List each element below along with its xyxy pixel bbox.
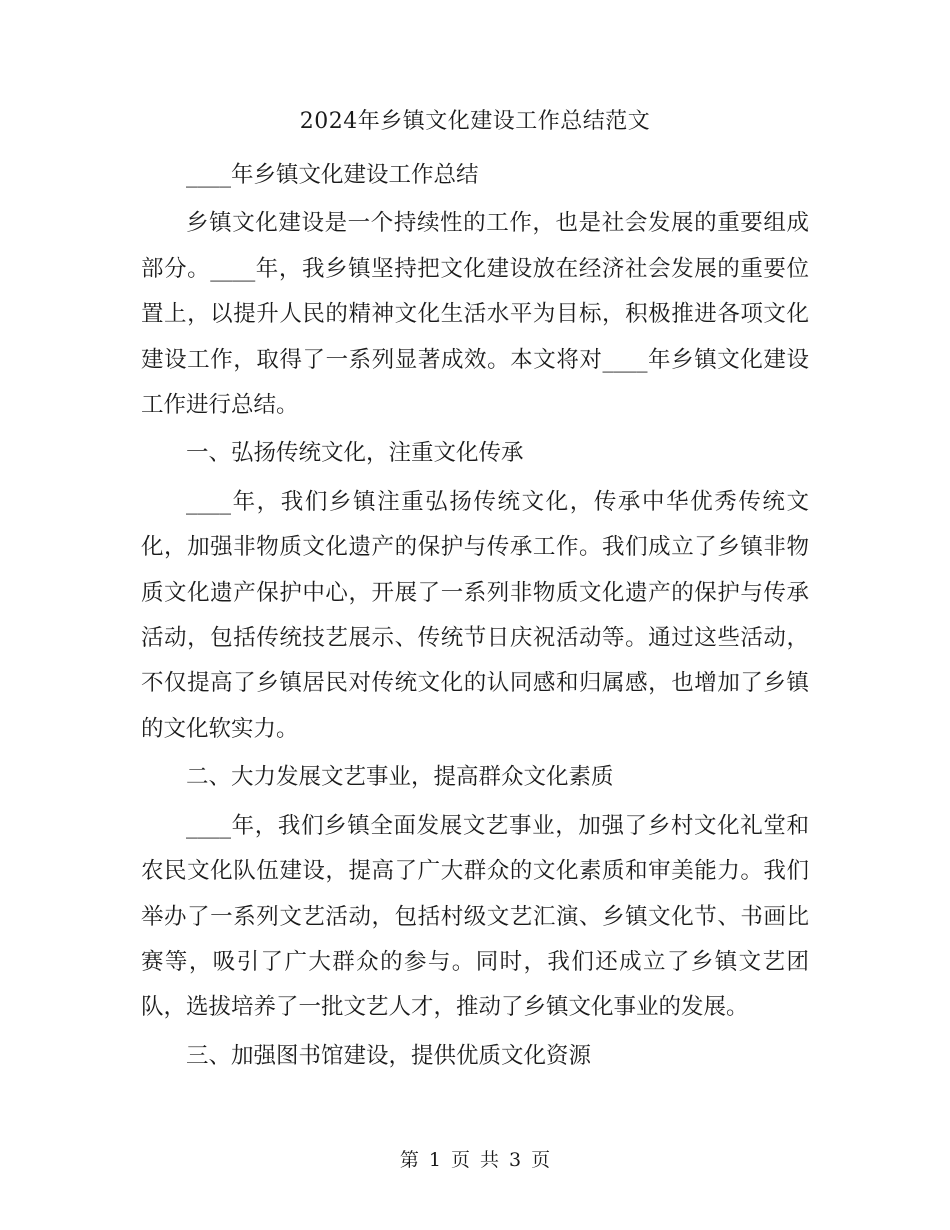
page-number-footer: 第 1 页 共 3 页 [399, 1149, 551, 1171]
section-heading-1: 一、弘扬传统文化，注重文化传承 [186, 440, 524, 467]
section-heading-2: 二、大力发展文艺事业，提高群众文化素质 [186, 764, 614, 791]
document-subtitle: ____年乡镇文化建设工作总结 [186, 162, 479, 188]
intro-paragraph: 乡镇文化建设是一个持续性的工作，也是社会发展的重要组成部分。____年，我乡镇坚持把文化建设放在经济社会发展的重要位置上，以提升人民的精神文化生活水平为目标，积极推进各项文化建设工作，取得了一系列显著成效。本文将对____年乡镇文化建设工作进行总结。 [141, 210, 809, 419]
section-paragraph-2: ____年，我们乡镇全面发展文艺事业，加强了乡村文化礼堂和农民文化队伍建设，提高了广大群众的文化素质和审美能力。我们举办了一系列文艺活动，包括村级文艺汇演、乡镇文化节、书画比赛等，吸引了广大群众的参与。同时，我们还成立了乡镇文艺团队，选拔培养了一批文艺人才，推动了乡镇文化事业的发展。 [141, 812, 809, 1021]
section-paragraph-1: ____年，我们乡镇注重弘扬传统文化，传承中华优秀传统文化，加强非物质文化遗产的保护与传承工作。我们成立了乡镇非物质文化遗产保护中心，开展了一系列非物质文化遗产的保护与传承活动，包括传统技艺展示、传统节日庆祝活动等。通过这些活动，不仅提高了乡镇居民对传统文化的认同感和归属感，也增加了乡镇的文化软实力。 [141, 488, 809, 742]
document-title: 2024年乡镇文化建设工作总结范文 [299, 109, 651, 134]
section-heading-3: 三、加强图书馆建设，提供优质文化资源 [186, 1042, 592, 1069]
document-body [141, 153, 809, 1082]
